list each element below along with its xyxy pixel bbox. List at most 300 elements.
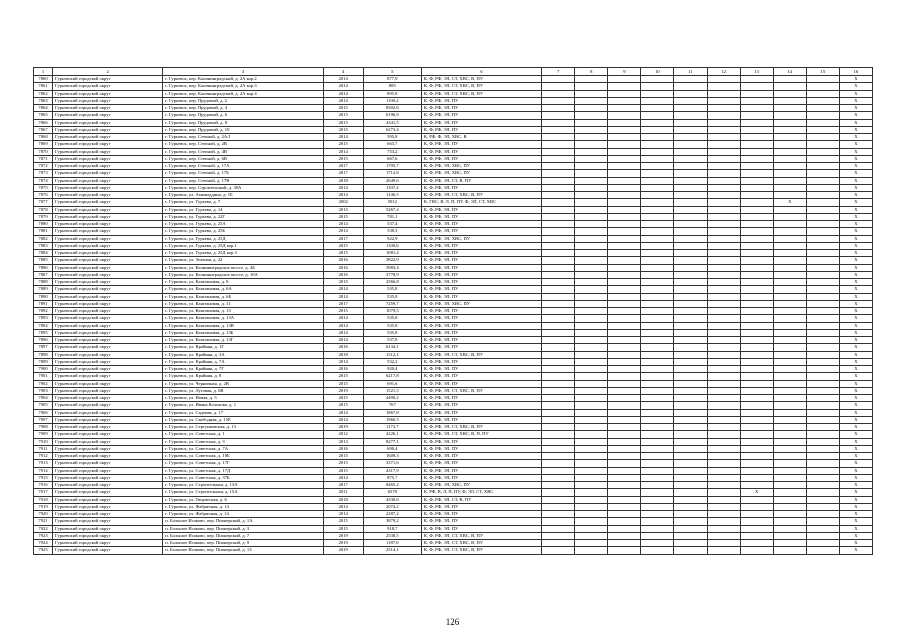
table-cell (641, 221, 674, 228)
table-cell (575, 279, 608, 286)
table-cell: К, Ф, РФ, ЭЛ, ХВС, ПУ (421, 482, 541, 489)
table-cell: К, Ф, РФ, ЭЛ, ПУ (421, 308, 541, 315)
table-cell (707, 286, 740, 293)
table-cell: Х (839, 482, 872, 489)
table-cell: г. Гурьевск, пер. Степной, д. 17Б (163, 170, 323, 177)
table-cell (707, 409, 740, 416)
table-cell: К, Ф, РФ, ЭЛ, ПУ (421, 126, 541, 133)
table-cell (542, 445, 575, 452)
table-cell: Х (839, 134, 872, 141)
table-cell (542, 474, 575, 481)
table-cell: Гурьевский городской округ (53, 112, 163, 119)
table-cell: Х (839, 532, 872, 539)
table-cell: К, Ф, РФ, ЭЛ, ХВС, ПУ (421, 235, 541, 242)
table-cell: Гурьевский городской округ (53, 409, 163, 416)
table-cell (542, 532, 575, 539)
table-cell (707, 90, 740, 97)
table-cell: К, Ф, РФ, ЭЛ, ПУ (421, 474, 541, 481)
table-cell: 4317,9 (363, 467, 421, 474)
table-cell: 691,6 (363, 380, 421, 387)
table-cell: г. Гурьевск, ул. Советская, д. 17Г (163, 460, 323, 467)
table-cell (707, 279, 740, 286)
table-cell (740, 373, 773, 380)
table-row (34, 474, 873, 481)
table-cell: Х (839, 373, 872, 380)
table-cell (542, 279, 575, 286)
table-cell: Х (839, 76, 872, 83)
table-cell (806, 83, 839, 90)
table-row (34, 358, 873, 365)
table-cell (575, 416, 608, 423)
column-header: 14 (773, 68, 806, 76)
table-cell (542, 141, 575, 148)
table-cell: г. Гурьевск, ул. Каштановая, д. 13 (163, 308, 323, 315)
table-cell: 7915 (34, 474, 53, 481)
table-cell (542, 300, 575, 307)
table-cell (608, 482, 641, 489)
table-cell (806, 76, 839, 83)
table-cell (542, 460, 575, 467)
table-cell (740, 511, 773, 518)
table-cell (740, 482, 773, 489)
table-cell (773, 445, 806, 452)
table-cell (707, 250, 740, 257)
table-cell (575, 206, 608, 213)
table-cell (740, 366, 773, 373)
table-cell (674, 134, 707, 141)
table-cell (806, 395, 839, 402)
column-header: 2 (53, 68, 163, 76)
table-cell: 7921 (34, 518, 53, 525)
table-cell (707, 83, 740, 90)
table-cell: 2015 (323, 373, 363, 380)
table-cell (806, 293, 839, 300)
table-cell (707, 257, 740, 264)
table-cell: Х (839, 445, 872, 452)
table-cell (806, 525, 839, 532)
table-cell: г. Гурьевск, ул. Строительная, д. 13А (163, 482, 323, 489)
table-cell (608, 431, 641, 438)
table-cell: К, Ф, РФ, ЭЛ, ПУ (421, 257, 541, 264)
table-cell (575, 228, 608, 235)
table-cell (542, 134, 575, 141)
column-header: 6 (421, 68, 541, 76)
table-cell (542, 250, 575, 257)
table-cell: г. Гурьевск, пер. Строительный, д. 30А (163, 184, 323, 191)
table-cell (608, 126, 641, 133)
table-cell (773, 387, 806, 394)
table-cell: г. Гурьевск, ул. Черничная, д. 2В (163, 380, 323, 387)
table-cell: 2016 (323, 366, 363, 373)
table-cell: 1867,8 (363, 409, 421, 416)
table-cell: г. Гурьевск, ул. Калининградское шоссе, д. 10А (163, 271, 323, 278)
table-row (34, 344, 873, 351)
table-cell (542, 112, 575, 119)
table-cell (674, 112, 707, 119)
table-cell (575, 438, 608, 445)
table-cell: К, Ф, РФ, ЭЛ, ПУ (421, 518, 541, 525)
table-cell: 2016 (323, 271, 363, 278)
table-cell (542, 416, 575, 423)
table-cell: г. Гурьевск, ул. Садовая, д. 17 (163, 409, 323, 416)
table-cell: г. Гурьевск, пер. Степной, д. 2В (163, 141, 323, 148)
table-cell: 3879,2 (363, 518, 421, 525)
table-row (34, 547, 873, 554)
table-cell: 1146,5 (363, 192, 421, 199)
table-cell (542, 387, 575, 394)
table-cell (806, 250, 839, 257)
table-cell (608, 547, 641, 554)
table-cell (707, 264, 740, 271)
table-cell: 7868 (34, 134, 53, 141)
table-cell: Гурьевский городской округ (53, 184, 163, 191)
table-cell (575, 199, 608, 206)
table-cell (707, 337, 740, 344)
table-cell: Гурьевский городской округ (53, 271, 163, 278)
table-cell (641, 322, 674, 329)
table-cell: г. Гурьевск, ул. Зеленая, д. 22 (163, 257, 323, 264)
table-cell (740, 540, 773, 547)
table-cell: г. Гурьевск, ул. Крайняя, д. 7Г (163, 366, 323, 373)
table-cell (641, 315, 674, 322)
table-cell (740, 163, 773, 170)
table-cell: г. Гурьевск, ул. Строительная, д. 15А (163, 489, 323, 496)
table-cell: 2016 (323, 264, 363, 271)
column-header: 9 (608, 68, 641, 76)
table-cell (773, 155, 806, 162)
table-cell (707, 445, 740, 452)
table-cell (806, 424, 839, 431)
table-cell (575, 424, 608, 431)
table-cell (707, 213, 740, 220)
table-cell (575, 163, 608, 170)
table-cell: г. Гурьевск, ул. Каштановая, д. 13В (163, 322, 323, 329)
table-cell: 2015 (323, 518, 363, 525)
table-cell (542, 242, 575, 249)
table-cell (608, 257, 641, 264)
table-cell (674, 467, 707, 474)
table-cell (542, 344, 575, 351)
table-cell (674, 279, 707, 286)
table-cell: 3778,9 (363, 271, 421, 278)
table-cell: К, Ф, РФ, ЭЛ, ПУ (421, 511, 541, 518)
table-cell: 6196,9 (363, 112, 421, 119)
table-cell: 2287,2 (363, 511, 421, 518)
table-cell: Гурьевский городской округ (53, 170, 163, 177)
table-cell: 7911 (34, 445, 53, 452)
table-cell: г. Гурьевск, ул. Гурьева, д. 25Д кор.1 (163, 242, 323, 249)
table-cell: Х (839, 184, 872, 191)
table-cell: 2015 (323, 105, 363, 112)
table-cell: 7895 (34, 329, 53, 336)
table-cell: Гурьевский городской округ (53, 83, 163, 90)
table-cell (707, 474, 740, 481)
table-cell: г. Гурьевск, пер. Прудовый, д. 4 (163, 105, 323, 112)
table-cell (773, 126, 806, 133)
table-cell: Х (839, 409, 872, 416)
table-cell: 7894 (34, 322, 53, 329)
table-cell: г. Гурьевск, ул. Крайняя, д. 8 (163, 373, 323, 380)
table-cell (641, 206, 674, 213)
table-cell: Гурьевский городской округ (53, 525, 163, 532)
table-cell: 2514,1 (363, 547, 421, 554)
table-cell (575, 547, 608, 554)
table-cell (740, 184, 773, 191)
table-cell: Гурьевский городской округ (53, 192, 163, 199)
table-cell (806, 496, 839, 503)
table-cell (575, 184, 608, 191)
table-cell (608, 489, 641, 496)
table-cell (608, 300, 641, 307)
table-cell (806, 445, 839, 452)
table-cell: г. Гурьевск, ул. Советская, д. 1 (163, 431, 323, 438)
table-cell: Х (839, 90, 872, 97)
table-cell: Х (839, 286, 872, 293)
table-cell: г. Гурьевск, ул. Каштановая, д. 13А (163, 315, 323, 322)
table-cell (773, 337, 806, 344)
table-cell (773, 525, 806, 532)
table-cell: 7861 (34, 83, 53, 90)
table-cell: К, Ф, РФ, ЭЛ, ПУ (421, 213, 541, 220)
table-cell: Гурьевский городской округ (53, 380, 163, 387)
table-cell (740, 141, 773, 148)
table-cell (575, 445, 608, 452)
table-cell: 7919 (34, 503, 53, 510)
table-cell: 7925 (34, 547, 53, 554)
table-cell: 753,2 (363, 148, 421, 155)
table-cell (674, 97, 707, 104)
table-cell: Х (839, 424, 872, 431)
table-cell: 1521,5 (363, 387, 421, 394)
table-cell: г. Гурьевск, пер. Калининградский, д. 2А кор.4 (163, 90, 323, 97)
table-cell (608, 409, 641, 416)
table-cell (641, 511, 674, 518)
table-cell: 2014 (323, 322, 363, 329)
table-cell: г. Гурьевск, ул. Советская, д. 7А (163, 445, 323, 452)
table-cell (575, 192, 608, 199)
table-cell: К, Ф, РФ, ЭЛ, СТ, ХВС, В, ПУ (421, 351, 541, 358)
table-cell (773, 496, 806, 503)
table-cell: 2018 (323, 177, 363, 184)
table-cell (773, 540, 806, 547)
table-cell (674, 308, 707, 315)
table-cell: Х (839, 380, 872, 387)
table-row (34, 308, 873, 315)
table-cell (806, 192, 839, 199)
table-cell: Гурьевский городской округ (53, 431, 163, 438)
table-cell: Гурьевский городской округ (53, 228, 163, 235)
table-cell (773, 163, 806, 170)
table-cell (608, 416, 641, 423)
table-cell (740, 525, 773, 532)
table-cell (608, 97, 641, 104)
table-cell (575, 387, 608, 394)
table-cell (641, 257, 674, 264)
table-cell (641, 235, 674, 242)
table-cell: Х (839, 402, 872, 409)
column-header: 4 (323, 68, 363, 76)
table-cell (641, 460, 674, 467)
table-cell (641, 351, 674, 358)
table-cell (707, 148, 740, 155)
table-cell (707, 141, 740, 148)
table-cell (674, 344, 707, 351)
table-cell (575, 112, 608, 119)
table-cell (707, 235, 740, 242)
table-cell: 7881 (34, 228, 53, 235)
column-header: 3 (163, 68, 323, 76)
table-cell: г. Гурьевск, ул. Аммиаддина, д. 1Б (163, 192, 323, 199)
table-cell (575, 366, 608, 373)
table-cell (740, 199, 773, 206)
table-cell: 7872 (34, 163, 53, 170)
table-cell (608, 373, 641, 380)
table-cell: 7901 (34, 373, 53, 380)
table-cell: 7863 (34, 97, 53, 104)
table-cell (740, 264, 773, 271)
table-cell: К, Ф, РФ, ЭЛ, СТ, ХВС, В, П, ПУ (421, 431, 541, 438)
table-cell: г. Гурьевск, ул. Крайняя, д. 1Г (163, 344, 323, 351)
table-cell: К, Ф, РФ, ЭЛ, ХВС, ПУ (421, 300, 541, 307)
header-row (34, 68, 873, 76)
table-cell (740, 228, 773, 235)
table-row (34, 90, 873, 97)
table-cell (575, 496, 608, 503)
table-cell (542, 329, 575, 336)
table-cell (575, 235, 608, 242)
table-row (34, 279, 873, 286)
table-cell (542, 105, 575, 112)
table-cell: 2015 (323, 112, 363, 119)
table-cell (674, 387, 707, 394)
column-header: 1 (34, 68, 53, 76)
table-cell: 1107,2 (363, 184, 421, 191)
table-cell: Гурьевский городской округ (53, 257, 163, 264)
table-cell (773, 286, 806, 293)
table-cell (641, 134, 674, 141)
table-cell (707, 221, 740, 228)
table-cell (674, 76, 707, 83)
table-cell (575, 148, 608, 155)
table-row (34, 503, 873, 510)
table-cell (608, 199, 641, 206)
table-cell (575, 532, 608, 539)
table-cell (707, 163, 740, 170)
table-cell (707, 119, 740, 126)
table-cell (608, 90, 641, 97)
table-cell (773, 518, 806, 525)
table-cell (740, 337, 773, 344)
table-row (34, 286, 873, 293)
table-cell (740, 460, 773, 467)
table-cell (608, 358, 641, 365)
table-cell: Х (839, 387, 872, 394)
table-cell (542, 395, 575, 402)
table-cell (773, 532, 806, 539)
table-cell (641, 105, 674, 112)
table-cell (806, 141, 839, 148)
table-cell (641, 141, 674, 148)
table-cell (707, 322, 740, 329)
table-cell (740, 192, 773, 199)
table-row (34, 409, 873, 416)
table-cell (641, 163, 674, 170)
table-cell (773, 402, 806, 409)
table-cell (707, 380, 740, 387)
table-cell (674, 177, 707, 184)
table-cell: 1712,8 (363, 170, 421, 177)
table-cell (575, 380, 608, 387)
table-cell (806, 453, 839, 460)
table-cell: 663,7 (363, 141, 421, 148)
table-cell: Гурьевский городской округ (53, 337, 163, 344)
table-cell (641, 337, 674, 344)
table-cell (806, 300, 839, 307)
table-cell (773, 503, 806, 510)
table-cell (707, 126, 740, 133)
table-cell: К, Ф, РФ, ЭЛ, ПУ (421, 112, 541, 119)
table-cell: К, Ф, РФ, ЭЛ, СТ, В, ПУ (421, 177, 541, 184)
table-cell: К, Ф, РФ, ЭЛ, ПУ (421, 416, 541, 423)
table-row (34, 540, 873, 547)
table-cell: Гурьевский городской округ (53, 250, 163, 257)
table-cell: 7879 (34, 213, 53, 220)
table-cell: Гурьевский городской округ (53, 351, 163, 358)
table-cell: К, Ф, РФ, ЭЛ, ПУ (421, 366, 541, 373)
table-cell (674, 315, 707, 322)
table-cell: 595,8 (363, 134, 421, 141)
table-cell: 7902 (34, 380, 53, 387)
table-cell: 2015 (323, 119, 363, 126)
table-cell (608, 155, 641, 162)
table-cell (575, 337, 608, 344)
table-cell: Х (839, 112, 872, 119)
table-cell (575, 286, 608, 293)
table-cell: 2002 (323, 199, 363, 206)
table-cell: К, Ф, РФ, ЭЛ, СТ, ХВС, В, ПУ (421, 387, 541, 394)
table-cell (674, 83, 707, 90)
table-row (34, 431, 873, 438)
table-cell (806, 409, 839, 416)
table-cell (575, 358, 608, 365)
table-cell: 2019 (323, 424, 363, 431)
table-cell (674, 199, 707, 206)
table-cell: 2014 (323, 83, 363, 90)
table-cell: 920,4 (363, 366, 421, 373)
registry-table (33, 67, 873, 555)
table-cell (641, 438, 674, 445)
table-cell (674, 264, 707, 271)
table-cell: г. Гурьевск, ул. Сергунковская, д. 13 (163, 424, 323, 431)
table-cell (806, 337, 839, 344)
table-cell (608, 460, 641, 467)
table-cell (707, 503, 740, 510)
table-cell (707, 242, 740, 249)
table-cell (641, 373, 674, 380)
table-cell: 7924 (34, 540, 53, 547)
table-cell: г. Гурьевск, ул. Советская, д. 17Д (163, 467, 323, 474)
table-cell: 535,8 (363, 322, 421, 329)
table-cell: г. Гурьевск, ул. Каштановая, д. 6Б (163, 293, 323, 300)
table-cell (773, 431, 806, 438)
table-cell (806, 184, 839, 191)
table-cell (674, 518, 707, 525)
table-cell: 2019 (323, 532, 363, 539)
table-cell: 2015 (323, 213, 363, 220)
table-row (34, 250, 873, 257)
table-cell (641, 112, 674, 119)
table-cell (674, 366, 707, 373)
